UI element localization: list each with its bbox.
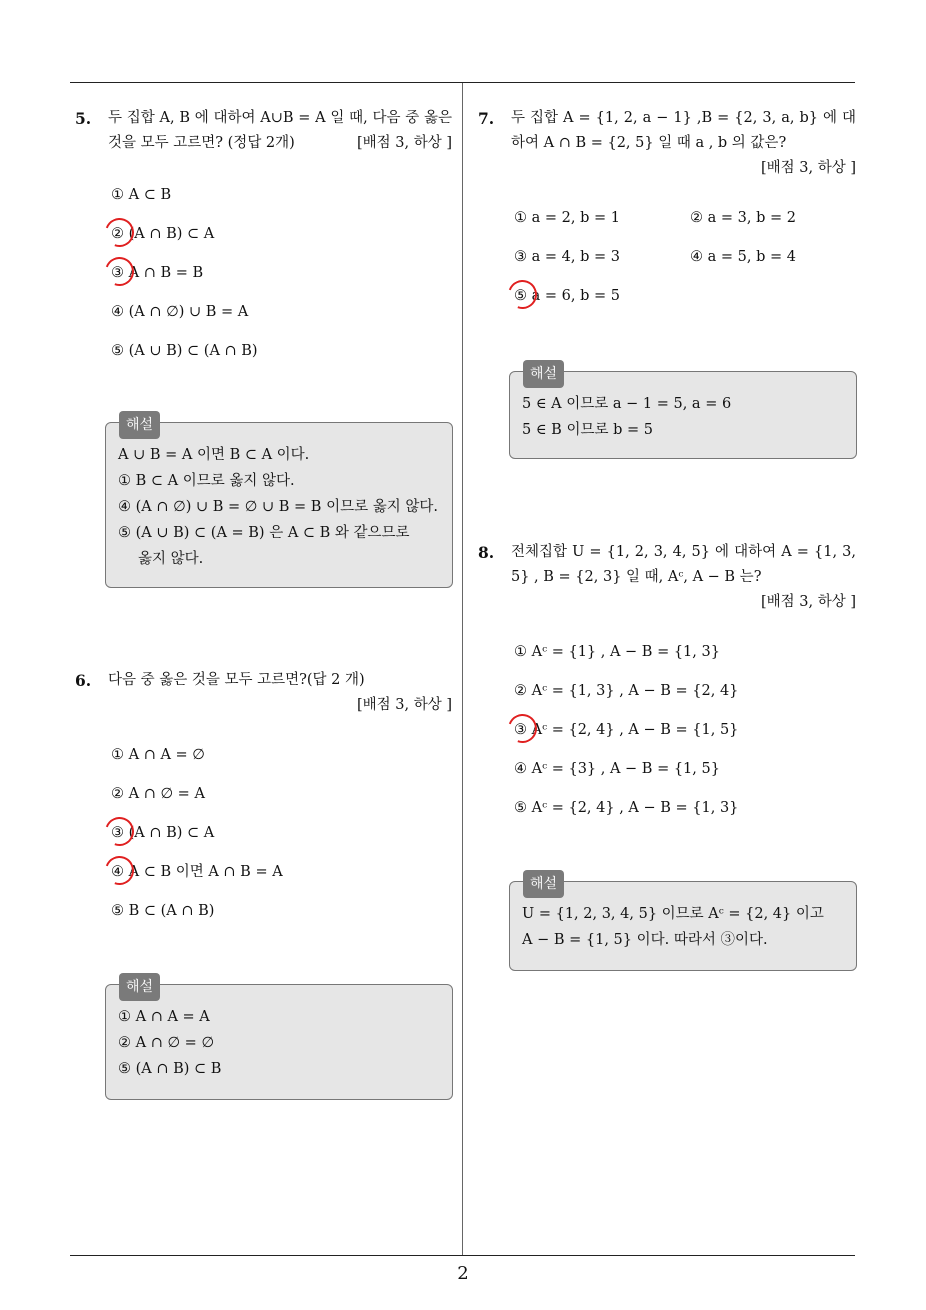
question-text: 전체집합 U = {1, 2, 3, 4, 5} 에 대하여 A = {1, 3, 5} , B = {2, 3} 일 때, Aᶜ, A − B 는? [511,544,856,585]
option-5[interactable]: ⑤ B ⊂ (A ∩ B) [111,903,215,919]
question-score-meta: [배점 3, 하상 ] [760,160,856,176]
footer-rule [70,1255,855,1256]
question-number: 5. [75,109,92,128]
option-1[interactable]: ① A ⊂ B [111,187,172,203]
option-4[interactable]: ④ (A ∩ ∅) ∪ B = A [111,304,249,320]
option-list [75,744,452,939]
explanation-box-q8 [509,876,857,971]
explanation-line: ① B ⊂ A 이므로 옳지 않다. [118,473,295,489]
explanation-line: A ∪ B = A 이면 B ⊂ A 이다. [118,447,310,463]
explanation-label: 해설 [119,411,160,439]
explanation-line: ④ (A ∩ ∅) ∪ B = ∅ ∪ B = B 이므로 옳지 않다. [118,499,438,515]
option-label: ③ (A ∩ B) ⊂ A [111,825,215,841]
option-3[interactable] [514,719,856,758]
option-1[interactable]: ① a = 2, b = 1 [514,210,620,226]
option-2[interactable]: ② A ∩ ∅ = A [111,786,205,802]
question-stem [478,540,856,590]
explanation-label: 해설 [523,360,564,388]
question-7 [478,106,856,324]
question-stem [75,668,452,693]
explanation-box-q5 [105,417,453,588]
option-label: ③ A ∩ B = B [111,265,204,281]
question-text: 두 집합 A = {1, 2, a − 1} ,B = {2, 3, a, b} 에 대하여 A ∩ B = {2, 5} 일 때 a , b 의 값은? [511,110,856,151]
explanation-box-q6 [105,979,453,1100]
question-5 [75,106,452,379]
explanation-line: ① A ∩ A = A [118,1009,210,1025]
option-3[interactable] [111,262,452,301]
option-label: ③ Aᶜ = {2, 4} , A − B = {1, 5} [514,722,739,738]
explanation-box-q7 [509,366,857,459]
option-label: ② (A ∩ B) ⊂ A [111,226,215,242]
option-4[interactable] [111,861,452,900]
explanation-line: ⑤ (A ∪ B) ⊂ (A = B) 은 A ⊂ B 와 같으므로 [118,525,410,541]
explanation-line: 옳지 않다. [138,551,204,567]
option-1[interactable]: ① Aᶜ = {1} , A − B = {1, 3} [514,644,720,660]
question-number: 7. [478,109,495,128]
option-list [478,641,856,836]
question-text: 다음 중 옳은 것을 모두 고르면?(답 2 개) [108,672,365,688]
option-4[interactable]: ④ a = 5, b = 4 [690,249,796,265]
column-divider [462,83,463,1255]
explanation-line: 5 ∈ B 이므로 b = 5 [522,422,653,438]
question-number: 6. [75,671,92,690]
question-score-meta: [배점 3, 하상 ] [356,135,452,151]
question-text: 두 집합 A, B 에 대하여 A∪B = A 일 때, 다음 중 옳은 것을 모두 고르면? (정답 2개) [108,110,452,151]
explanation-line: 5 ∈ A 이므로 a − 1 = 5, a = 6 [522,396,732,412]
explanation-line: A − B = {1, 5} 이다. 따라서 ③이다. [522,932,768,948]
option-list [478,207,856,324]
explanation-line: ⑤ (A ∩ B) ⊂ B [118,1061,222,1077]
option-2[interactable] [111,223,452,262]
option-row [514,207,856,246]
question-stem [75,106,452,156]
question-6 [75,668,452,939]
explanation-line: U = {1, 2, 3, 4, 5} 이므로 Aᶜ = {2, 4} 이고 [522,906,824,922]
option-2[interactable]: ② Aᶜ = {1, 3} , A − B = {2, 4} [514,683,739,699]
question-number: 8. [478,543,495,562]
option-label: ⑤ a = 6, b = 5 [514,288,620,304]
option-5[interactable]: ⑤ (A ∪ B) ⊂ (A ∩ B) [111,343,258,359]
question-8 [478,540,856,836]
explanation-label: 해설 [523,870,564,898]
option-row [514,246,856,285]
explanation-line: ② A ∩ ∅ = ∅ [118,1035,215,1051]
option-4[interactable]: ④ Aᶜ = {3} , A − B = {1, 5} [514,761,720,777]
option-list [75,184,452,379]
page-number: 2 [457,1263,469,1284]
explanation-label: 해설 [119,973,160,1001]
question-score-meta: [배점 3, 하상 ] [356,697,452,713]
option-2[interactable]: ② a = 3, b = 2 [690,210,796,226]
question-stem [478,106,856,156]
option-label: ④ A ⊂ B 이면 A ∩ B = A [111,864,283,880]
option-5[interactable]: ⑤ Aᶜ = {2, 4} , A − B = {1, 3} [514,800,739,816]
option-3[interactable]: ③ a = 4, b = 3 [514,249,620,265]
option-3[interactable] [111,822,452,861]
option-5[interactable] [514,285,856,324]
question-score-meta: [배점 3, 하상 ] [760,594,856,610]
option-1[interactable]: ① A ∩ A = ∅ [111,747,205,763]
